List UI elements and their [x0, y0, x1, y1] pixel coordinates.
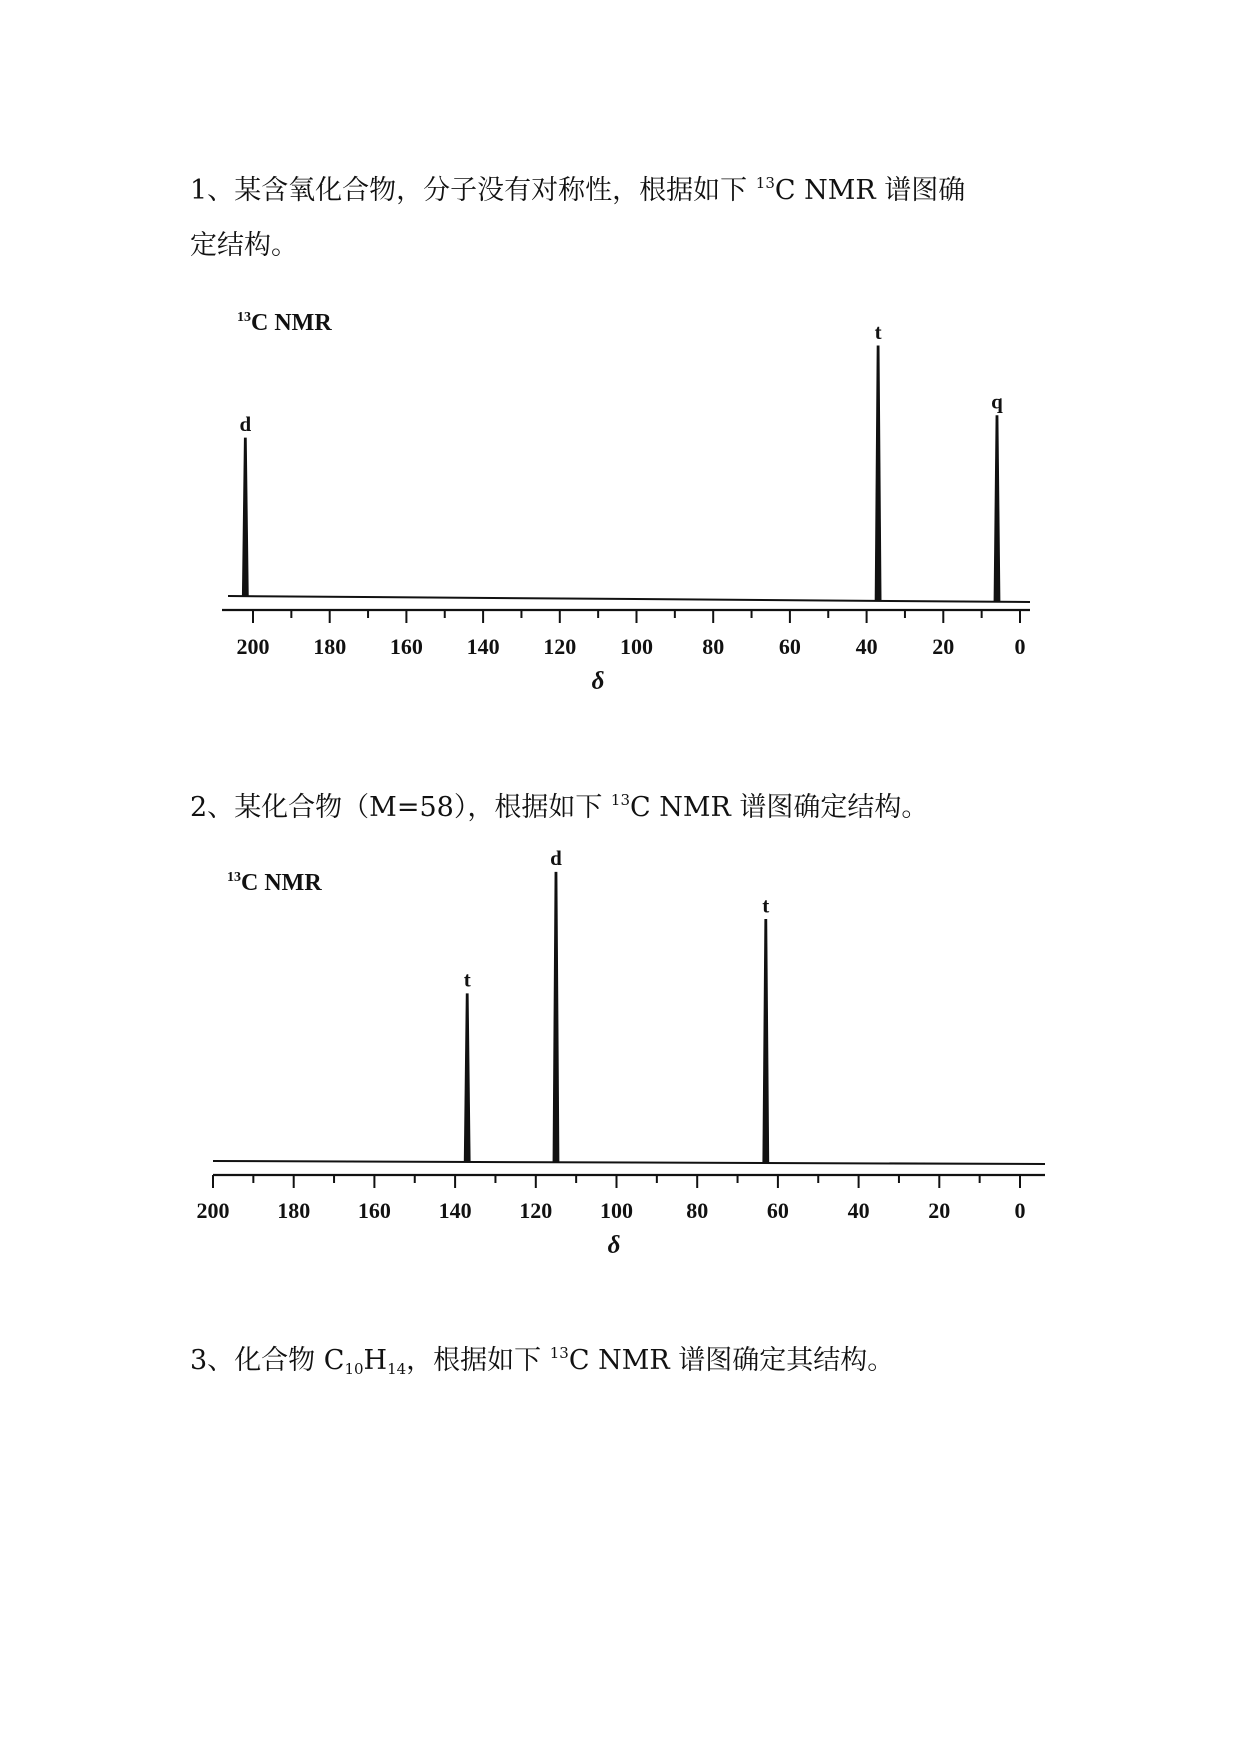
question-2-text-end: C NMR 谱图确定结构。 [630, 792, 929, 823]
question-2-superscript: 13 [610, 791, 630, 809]
peak-1 [464, 994, 470, 1162]
question-3-superscript: 13 [549, 1344, 569, 1362]
x-tick-label: 100 [620, 634, 653, 659]
x-tick-label: 20 [928, 1198, 951, 1223]
x-tick-label: 40 [847, 1198, 870, 1223]
question-2-number: 2、 [190, 792, 235, 823]
question-2-text: 某化合物（M=58），根据如下 [234, 792, 603, 823]
peak-3 [994, 416, 1000, 602]
peak-2 [875, 346, 881, 601]
baseline [213, 1161, 1045, 1164]
x-tick-label: 80 [702, 634, 725, 659]
question-3-subscript-c: 10 [344, 1360, 364, 1378]
x-tick-label: 60 [778, 634, 801, 659]
x-tick-label: 200 [236, 634, 270, 659]
x-tick-label: 160 [389, 634, 423, 659]
x-tick-label: 120 [543, 634, 577, 659]
x-tick-label: 120 [519, 1198, 553, 1223]
x-tick-label: 140 [438, 1198, 472, 1223]
x-tick-label: 0 [1014, 634, 1026, 659]
question-1-text-end: C NMR 谱图确 [774, 175, 966, 206]
x-tick-label: 60 [766, 1198, 789, 1223]
question-1-text-line2: 定结构。 [190, 230, 298, 261]
x-tick-label: 180 [313, 634, 347, 659]
peak-label: t [463, 967, 471, 992]
peak-label: q [991, 389, 1003, 414]
x-tick-label: 0 [1014, 1198, 1026, 1223]
question-3 [190, 1333, 894, 1389]
x-tick-label: 180 [277, 1198, 311, 1223]
x-tick-label: 20 [932, 634, 955, 659]
question-3-text-h: H [363, 1345, 388, 1376]
peak-label: d [239, 412, 252, 437]
question-1-text: 某含氧化合物，分子没有对称性，根据如下 [234, 175, 748, 206]
chart-title: $^{13}$C NMR [227, 870, 322, 896]
baseline [228, 596, 1030, 602]
x-axis-label: δ [591, 668, 605, 695]
peak-label: t [874, 319, 882, 344]
peak-2 [553, 872, 559, 1162]
question-3-text-mid: ，根据如下 [406, 1345, 542, 1376]
x-tick-label: 100 [600, 1198, 633, 1223]
question-2 [190, 780, 928, 828]
x-tick-label: 200 [196, 1198, 230, 1223]
question-3-number: 3、 [190, 1345, 235, 1376]
question-3-text: 化合物 C [234, 1345, 345, 1376]
question-1 [190, 163, 965, 211]
question-1-line2 [190, 226, 298, 266]
question-1-number: 1、 [190, 175, 235, 206]
x-tick-label: 80 [686, 1198, 709, 1223]
x-tick-label: 40 [855, 634, 878, 659]
peak-1 [242, 438, 248, 596]
nmr-spectrum-2 [0, 845, 1241, 1265]
peak-label: t [762, 893, 770, 918]
peak-3 [763, 919, 769, 1163]
peak-label: d [550, 846, 562, 871]
nmr-spectrum-1 [0, 290, 1241, 710]
question-3-text-end: C NMR 谱图确定其结构。 [568, 1345, 895, 1376]
chart-title: $^{13}$C NMR [237, 310, 332, 336]
x-axis-label: δ [607, 1232, 621, 1259]
x-tick-label: 160 [357, 1198, 391, 1223]
question-3-subscript-h: 14 [387, 1360, 407, 1378]
x-tick-label: 140 [466, 634, 500, 659]
question-1-superscript: 13 [755, 174, 775, 192]
